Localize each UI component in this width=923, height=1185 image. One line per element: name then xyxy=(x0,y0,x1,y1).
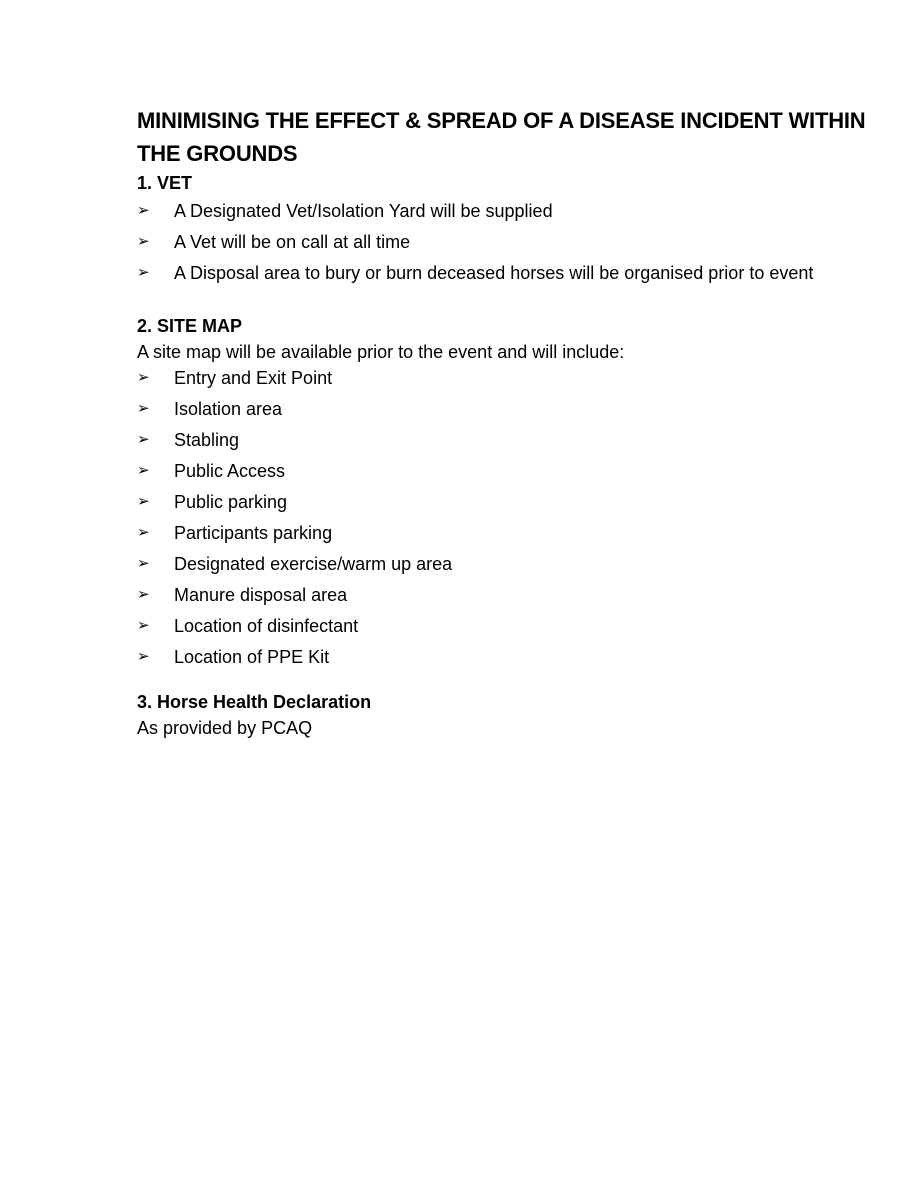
list-item xyxy=(137,491,897,522)
list-item xyxy=(137,584,897,615)
list-item-text: Public parking xyxy=(174,492,288,512)
list-item xyxy=(137,367,897,398)
list-item xyxy=(137,522,897,553)
arrow-bullet-icon: ➢ xyxy=(137,202,150,219)
list-item xyxy=(137,460,897,491)
list-item xyxy=(137,646,897,677)
spacer xyxy=(137,293,897,313)
list-item-text: Location of PPE Kit xyxy=(174,647,330,667)
section-horse-health xyxy=(137,689,897,741)
list-item xyxy=(137,200,897,231)
arrow-bullet-icon: ➢ xyxy=(137,648,150,665)
site-map-list xyxy=(137,367,897,677)
list-item-text: Public Access xyxy=(174,461,286,481)
arrow-bullet-icon: ➢ xyxy=(137,264,150,281)
list-item xyxy=(137,262,897,293)
list-item-text: A Disposal area to bury or burn deceased horses will be organised prior to event xyxy=(174,263,814,283)
arrow-bullet-icon: ➢ xyxy=(137,555,150,572)
arrow-bullet-icon: ➢ xyxy=(137,493,150,510)
list-item-text: Manure disposal area xyxy=(174,585,348,605)
arrow-bullet-icon: ➢ xyxy=(137,400,150,417)
horse-health-body: As provided by PCAQ xyxy=(137,718,313,738)
list-item-text: Stabling xyxy=(174,430,240,450)
section-site-map xyxy=(137,313,897,677)
list-item xyxy=(137,615,897,646)
arrow-bullet-icon: ➢ xyxy=(137,233,150,250)
list-item-text: Isolation area xyxy=(174,399,283,419)
section-heading-horse-health: 3. Horse Health Declaration xyxy=(137,692,372,712)
section-heading-site-map: 2. SITE MAP xyxy=(137,316,243,336)
list-item xyxy=(137,398,897,429)
list-item-text: Entry and Exit Point xyxy=(174,368,333,388)
document-title: MINIMISING THE EFFECT & SPREAD OF A DISEASE INCIDENT WITHIN THE GROUNDS xyxy=(137,108,866,166)
vet-list xyxy=(137,200,897,293)
arrow-bullet-icon: ➢ xyxy=(137,524,150,541)
section-heading-vet: 1. VET xyxy=(137,173,193,193)
list-item-text: A Vet will be on call at all time xyxy=(174,232,411,252)
section-vet xyxy=(137,170,897,293)
arrow-bullet-icon: ➢ xyxy=(137,586,150,603)
list-item xyxy=(137,231,897,262)
arrow-bullet-icon: ➢ xyxy=(137,462,150,479)
list-item-text: Designated exercise/warm up area xyxy=(174,554,453,574)
list-item xyxy=(137,553,897,584)
site-map-intro: A site map will be available prior to the event and will include: xyxy=(137,342,625,362)
list-item-text: Participants parking xyxy=(174,523,333,543)
document-page xyxy=(137,104,897,741)
list-item-text: Location of disinfectant xyxy=(174,616,359,636)
arrow-bullet-icon: ➢ xyxy=(137,431,150,448)
list-item-text: A Designated Vet/Isolation Yard will be supplied xyxy=(174,201,553,221)
spacer xyxy=(137,677,897,689)
arrow-bullet-icon: ➢ xyxy=(137,617,150,634)
arrow-bullet-icon: ➢ xyxy=(137,369,150,386)
list-item xyxy=(137,429,897,460)
